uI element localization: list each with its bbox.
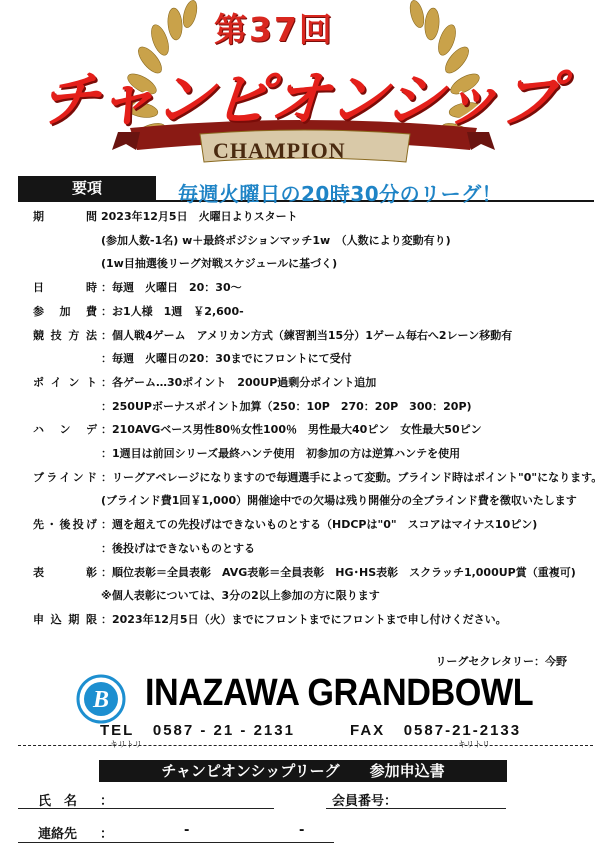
fax-label: FAX xyxy=(350,722,386,739)
outline-row-value: 2023年12月5日 火曜日よりスタート xyxy=(101,210,298,223)
outline-row xyxy=(0,232,607,254)
tel-number: 0587 - 21 - 2131 xyxy=(152,722,295,739)
member-number-label: 会員番号： xyxy=(332,794,398,809)
outline-row-value: ：210AVGベース男性80％女性100％ 男性最大40ピン 女性最大50ピン xyxy=(101,423,482,437)
outline-row-value: (1w目抽選後リーグ対戦スケジュールに基づく) xyxy=(101,257,338,271)
outline-row xyxy=(0,374,607,396)
name-label: 氏 名 xyxy=(38,794,78,809)
contact-dash-1: - xyxy=(184,823,190,838)
outline-row xyxy=(0,421,607,443)
outline-row-label: 日 時 xyxy=(33,281,97,295)
grandbowl-logo-icon xyxy=(76,674,126,724)
telephone xyxy=(100,722,295,739)
champion-ribbon-text: CHAMPION xyxy=(213,138,346,163)
outline-heading: 要項 xyxy=(18,176,156,201)
bowling-center-name: INAZAWA GRANDBOWL xyxy=(145,672,534,714)
outline-row-label: 競技方法 xyxy=(33,328,97,342)
outline-row-value: ：毎週 火曜日の20：30までにフロントにて受付 xyxy=(101,352,352,366)
outline-row-value: ：各ゲーム…30ポイント 200UP過剰分ポイント追加 xyxy=(101,375,377,389)
league-tagline: 毎週火曜日の20時30分のリーグ！ xyxy=(178,182,503,206)
outline-row xyxy=(0,398,607,420)
outline-row-value: ：後投げはできないものとする xyxy=(101,541,255,555)
name-colon: ： xyxy=(100,794,114,809)
outline-row xyxy=(0,279,607,301)
outline-row-value: ：リーグアベレージになりますので毎週選手によって変動。ブラインド時はポイント"0"になります。 xyxy=(101,470,603,484)
outline-row xyxy=(0,303,607,325)
outline-row-value: ：週を超えての先投げはできないものとする（HDCPは"0" スコアはマイナス10ピン) xyxy=(101,518,538,532)
outline-row xyxy=(0,327,607,349)
outline-row-label: 申込期限 xyxy=(33,612,97,626)
outline-row-label: ポイント xyxy=(33,375,97,389)
cut-label-left: キリトリ xyxy=(110,740,142,749)
outline-row-value: ：お1人様 1週 ￥2,600- xyxy=(101,304,244,318)
outline-row-value: (参加人数-1名) w＋最終ポジションマッチ1w （人数により変動有り) xyxy=(101,233,451,247)
name-field[interactable] xyxy=(18,808,274,809)
outline-row-label: ハンデ xyxy=(33,423,97,437)
outline-row-value: ：2023年12月5日（火）までにフロントまでにフロントまで申し付けください。 xyxy=(101,612,507,626)
outline-row-label: ブラインド xyxy=(33,470,97,484)
cut-line xyxy=(18,745,593,746)
outline-row xyxy=(0,208,607,230)
contact-label: 連絡先 xyxy=(38,827,78,842)
league-secretary: リーグセクレタリー：今野 xyxy=(435,655,567,668)
outline-row xyxy=(0,540,607,562)
outline-row xyxy=(0,469,607,491)
outline-row-value: ：順位表彰＝全員表彰 AVG表彰＝全員表彰 HG･HS表彰 スクラッチ1,000UP賞（重複可) xyxy=(101,565,576,579)
championship-title: チャンピオンシップ xyxy=(37,65,560,135)
outline-row-label: 期 間 xyxy=(33,210,97,223)
outline-row-value: ※個人表彰については、3分の2以上参加の方に限ります xyxy=(101,589,380,603)
member-number-field[interactable] xyxy=(326,808,506,809)
outline-row xyxy=(0,611,607,633)
outline-row-value: ：1週目は前回シリーズ最終ハンテ使用 初参加の方は逆算ハンテを使用 xyxy=(101,447,461,460)
outline-row-label: 先・後投げ xyxy=(33,518,97,532)
outline-row xyxy=(0,255,607,277)
outline-row-value: ：250UPボーナスポイント加算（250：10P 270：20P 300：20P) xyxy=(101,399,472,413)
contact-field[interactable] xyxy=(18,842,334,843)
fax-number: 0587-21-2133 xyxy=(403,722,522,739)
outline-row xyxy=(0,587,607,609)
logo-letter: B xyxy=(92,687,110,713)
outline-row xyxy=(0,445,607,467)
outline-row xyxy=(0,516,607,538)
outline-row-label: 表 彰 xyxy=(33,565,97,579)
fax xyxy=(350,722,521,739)
tel-label: TEL xyxy=(100,722,135,739)
outline-row-value: ：毎週 火曜日 20：30～ xyxy=(101,281,242,295)
outline-row-value: (ブラインド費1回￥1,000）開催途中での欠場は残り開催分の全ブラインド費を徴収いたします xyxy=(101,494,577,508)
contact-dash-2: - xyxy=(299,823,305,838)
application-form-heading: チャンピオンシップリーグ 参加申込書 xyxy=(99,760,507,782)
cut-label-right: キリトリ xyxy=(458,740,490,749)
outline-row xyxy=(0,492,607,514)
outline-row xyxy=(0,564,607,586)
outline-row xyxy=(0,350,607,372)
contact-colon: ： xyxy=(100,827,114,842)
outline-row-value: ：個人戦4ゲーム アメリカン方式（練習割当15分）1ゲーム毎右へ2レーン移動有 xyxy=(101,328,513,342)
outline-row-label: 参加費 xyxy=(33,304,97,318)
edition-title: 第37回 xyxy=(214,10,334,49)
